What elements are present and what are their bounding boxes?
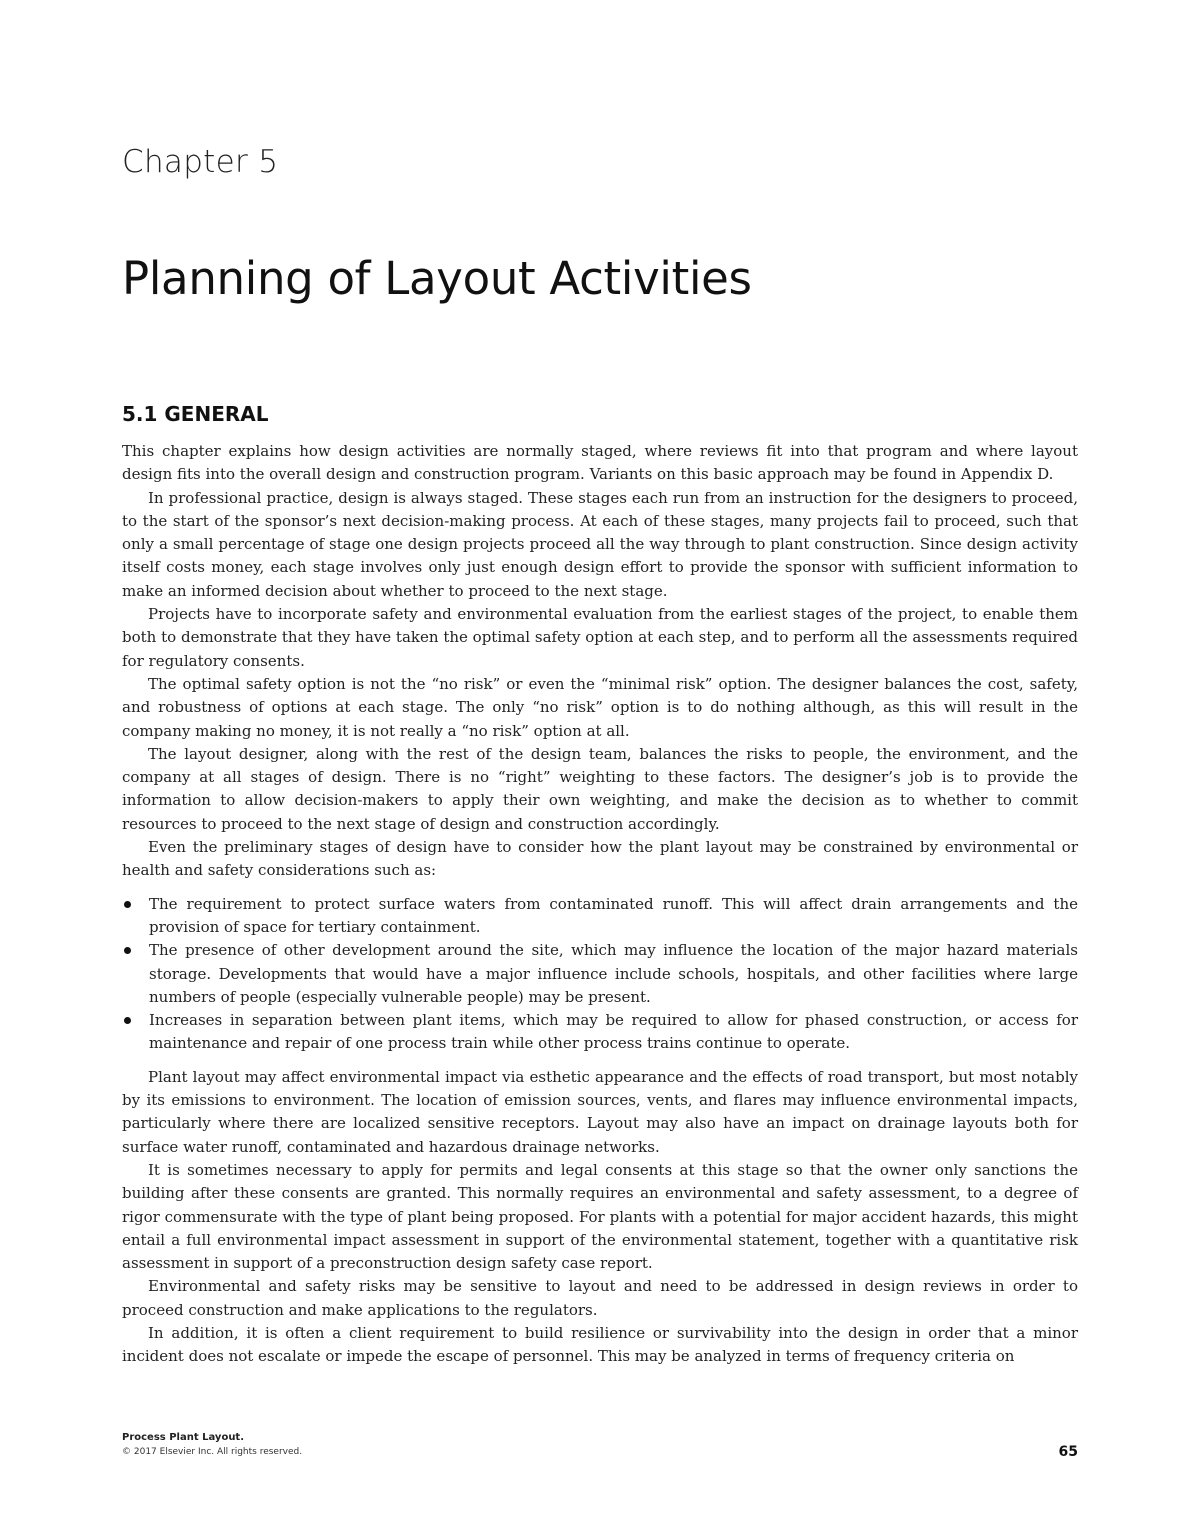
paragraph: This chapter explains how design activities are normally staged, where reviews fit into that program and where layout design fits into the overall design and construction program. Variants on this basic approach may be found in Appendix D. (122, 442, 1078, 484)
paragraph: It is sometimes necessary to apply for permits and legal consents at this stage so that the owner only sanctions the building after these consents are granted. This normally requires an environmental and safety assessment, to a degree of rigor commensurate with the type of plant being proposed. For plants with a potential for major accident hazards, this might entail a full environmental impact assessment in support of the environmental statement, together with a quantitative risk assessment in support of a preconstruction design safety case report. (122, 1160, 1078, 1273)
chapter-label: Chapter 5 (122, 144, 279, 180)
paragraph: The layout designer, along with the rest of the design team, balances the risks to people, the environment, and the company at all stages of design. There is no “right” weighting to these factors. The designer’s job is to provide the information to allow decision-makers to apply their own weighting, and make the decision as to whether to commit resources to proceed to the next stage of design and construction accordingly. (122, 744, 1078, 833)
bullet-list (122, 893, 1078, 1056)
list-item (122, 939, 1078, 1009)
paragraph: Even the preliminary stages of design have to consider how the plant layout may be constrained by environmental or health and safety considerations such as: (122, 838, 1078, 880)
page-number: 65 (1058, 1444, 1078, 1460)
list-item (122, 893, 1078, 940)
paragraph: Environmental and safety risks may be sensitive to layout and need to be addressed in design reviews in order to proceed construction and make applications to the regulators. (122, 1277, 1078, 1319)
paragraph: In professional practice, design is always staged. These stages each run from an instruction for the designers to proceed, to the start of the sponsor’s next decision-making process. At each of these stages, many projects fail to proceed, such that only a small percentage of stage one design projects proceed all the way through to plant construction. Since design activity itself costs money, each stage involves only just enough design effort to provide the sponsor with sufficient information to make an informed decision about whether to proceed to the next stage. (122, 488, 1078, 600)
list-item-text: Increases in separation between plant items, which may be required to allow for phased construction, or access for maintenance and repair of one process train while other process trains continue to operate. (149, 1011, 1078, 1053)
chapter-title: Planning of Layout Activities (122, 252, 752, 305)
paragraph: Plant layout may affect environmental impact via esthetic appearance and the effects of road transport, but most notably by its emissions to environment. The location of emission sources, vents, and flares may influence environmental impacts, particularly where there are localized sensitive receptors. Layout may also have an impact on drainage layouts both for surface water runoff, contaminated and hazardous drainage networks. (122, 1067, 1078, 1156)
footer-copyright: © 2017 Elsevier Inc. All rights reserved. (122, 1447, 303, 1457)
paragraph: In addition, it is often a client requirement to build resilience or survivability into the design in order that a minor incident does not escalate or impede the escape of personnel. This may be analyzed in terms of frequency criteria on (122, 1323, 1078, 1366)
section-heading: 5.1 GENERAL (122, 402, 269, 426)
bullet-icon (124, 901, 131, 908)
bullet-icon (124, 1017, 131, 1024)
bullet-icon (124, 947, 131, 954)
body-text (122, 440, 1078, 1369)
paragraph: The optimal safety option is not the “no risk” or even the “minimal risk” option. The designer balances the cost, safety, and robustness of options at each stage. The only “no risk” option is to do nothing although, as this will result in the company making no money, it is not really a “no risk” option at all. (122, 674, 1078, 740)
list-item-text: The requirement to protect surface waters from contaminated runoff. This will affect drain arrangements and the provision of space for tertiary containment. (149, 894, 1078, 936)
list-item (122, 1009, 1078, 1056)
list-item-text: The presence of other development around the site, which may influence the location of the major hazard materials storage. Developments that would have a major influence include schools, hospitals, and other facilities where large numbers of people (especially vulnerable people) may be present. (149, 941, 1078, 1006)
footer-book-title: Process Plant Layout. (122, 1432, 245, 1443)
paragraph: Projects have to incorporate safety and environmental evaluation from the earliest stages of the project, to enable them both to demonstrate that they have taken the optimal safety option at each step, and to perform all the assessments required for regulatory consents. (122, 605, 1078, 670)
